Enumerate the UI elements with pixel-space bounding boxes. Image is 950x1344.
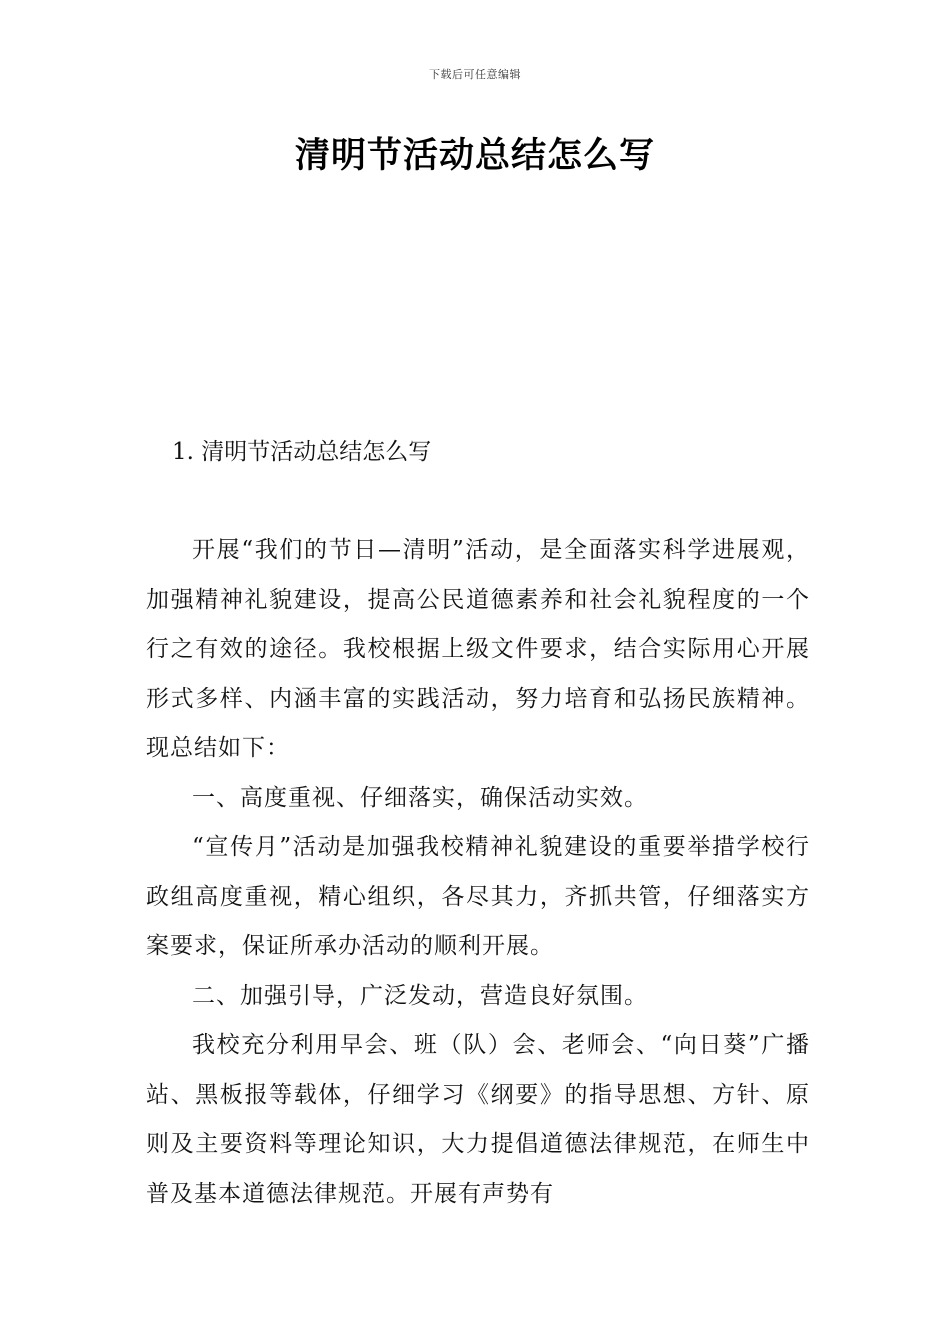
header-note: 下载后可任意编辑 xyxy=(429,68,521,81)
paragraph-campaign: “宣传月”活动是加强我校精神礼貌建设的重要举措学校行政组高度重视，精心组织，各尽其力，齐抓共管，仔细落实方案要求，保证所承办活动的顺利开展。 xyxy=(146,834,810,959)
paragraph-point-one: 一、高度重视、仔细落实，确保活动实效。 xyxy=(192,784,648,811)
paragraph-intro: 开展“我们的节日—清明”活动，是全面落实科学进展观，加强精神礼貌建设，提高公民道德素养和社会礼貌程度的一个行之有效的途径。我校根据上级文件要求，结合实际用心开展形式多样、内涵丰富的实践活动，努力培育和弘扬民族精神。现总结如下： xyxy=(146,537,810,761)
section-heading: 1. 清明节活动总结怎么写 xyxy=(172,439,432,465)
document-title: 清明节活动总结怎么写 xyxy=(294,136,655,176)
document-body xyxy=(146,526,810,1219)
paragraph-activities: 我校充分利用早会、班（队）会、老师会、“向日葵”广播站、黑板报等载体，仔细学习《纲要》的指导思想、方针、原则及主要资料等理论知识，大力提倡道德法律规范，在师生中普及基本道德法律规范。开展有声势有 xyxy=(146,1032,810,1207)
paragraph-point-two: 二、加强引导，广泛发动，营造良好氛围。 xyxy=(192,982,648,1009)
